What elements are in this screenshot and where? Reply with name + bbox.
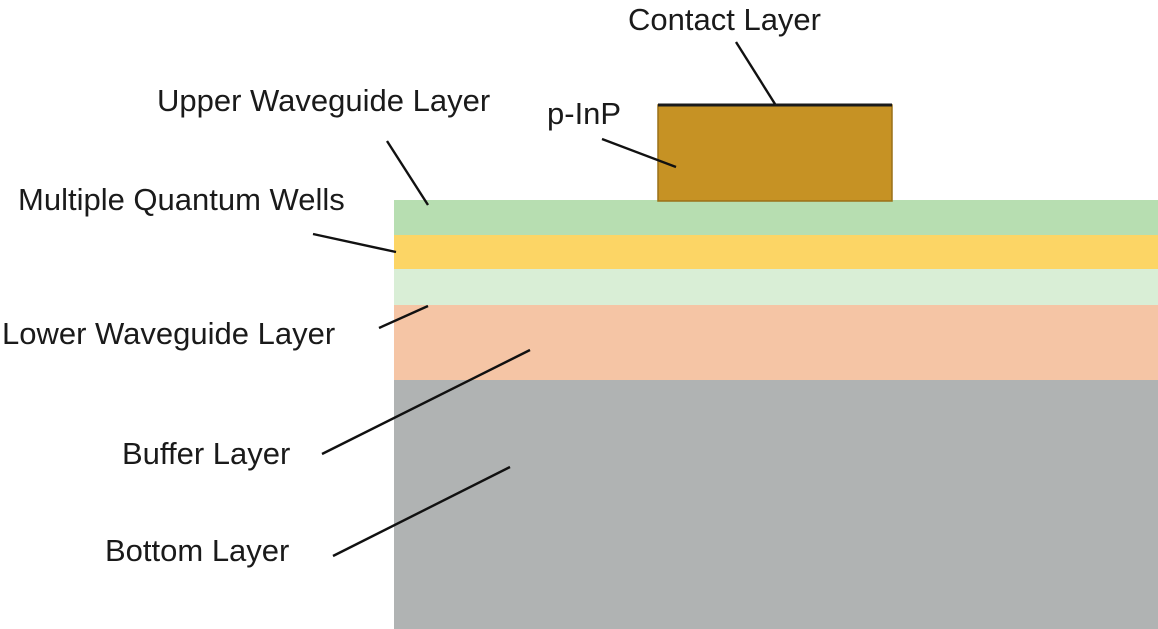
p-inp-ridge <box>658 105 892 201</box>
contact-layer-leader <box>736 42 775 104</box>
bottom-layer <box>394 378 1158 629</box>
upper-waveguide-layer <box>394 200 1158 235</box>
mqw-label: Multiple Quantum Wells <box>18 182 345 217</box>
lower-waveguide-layer <box>394 268 1158 305</box>
contact-layer-label: Contact Layer <box>628 2 821 37</box>
p-inp-label: p-InP <box>547 96 622 131</box>
buffer-layer-label: Buffer Layer <box>122 436 291 471</box>
bottom-layer-label: Bottom Layer <box>105 533 290 568</box>
mqw-leader <box>313 234 396 252</box>
lower-waveguide-label: Lower Waveguide Layer <box>2 316 336 351</box>
buffer-layer <box>394 304 1158 380</box>
upper-waveguide-leader <box>387 141 428 205</box>
multiple-quantum-wells-layer <box>394 234 1158 269</box>
upper-waveguide-label: Upper Waveguide Layer <box>157 83 491 118</box>
